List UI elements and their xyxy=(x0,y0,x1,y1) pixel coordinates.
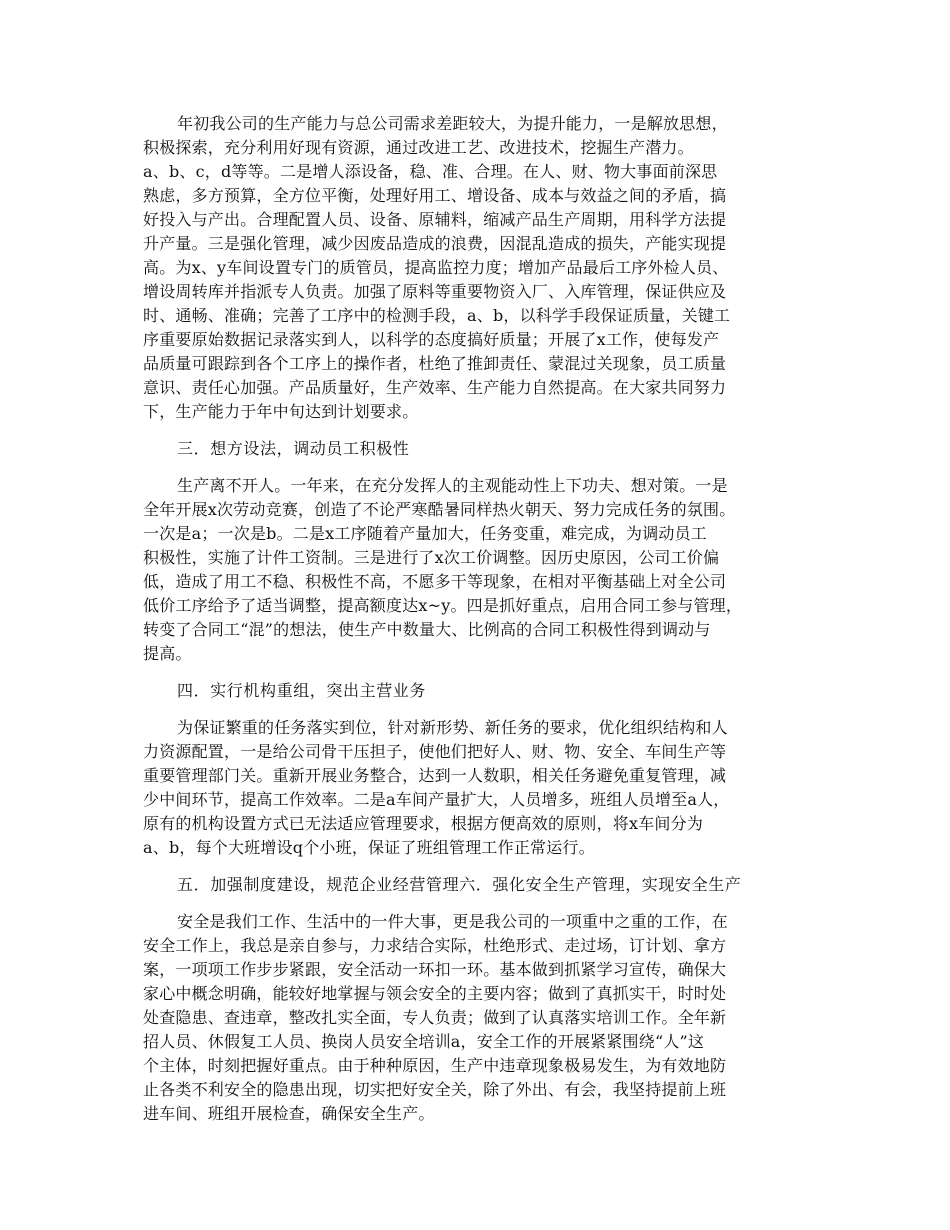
paragraph-1-line: a、b、c，d等等。二是增人添设备，稳、准、合理。在人、财、物大事面前深思 xyxy=(143,162,718,181)
paragraph-2-line: 转变了合同工“混”的想法，使生产中数量大、比例高的合同工积极性得到调动与 xyxy=(143,620,711,639)
paragraph-2-line: 提高。 xyxy=(143,644,192,663)
paragraph-1-line: 下，生产能力于年中旬达到计划要求。 xyxy=(143,402,419,421)
paragraph-1-line: 增设周转库并指派专人负责。加强了原料等重要物资入厂、入库管理，保证供应及 xyxy=(143,282,727,301)
paragraph-4-line: 家心中概念明确，能较好地掌握与领会安全的主要内容；做到了真抓实干，时时处 xyxy=(143,984,727,1003)
section-heading-4: 四．实行机构重组，突出主营业务 xyxy=(177,681,427,700)
paragraph-4-line: 安全是我们工作、生活中的一件大事，更是我公司的一项重中之重的工作，在 xyxy=(177,912,728,931)
paragraph-4-line: 安全工作上，我总是亲自参与，力求结合实际，杜绝形式、走过场，订计划、拿方 xyxy=(143,936,727,955)
paragraph-4-line: 案，一项项工作步步紧跟，安全活动一环扣一环。基本做到抓紧学习宣传，确保大 xyxy=(143,960,727,979)
paragraph-2-line: 生产离不开人。一年来，在充分发挥人的主观能动性上下功夫、想对策。一是 xyxy=(177,476,728,495)
paragraph-1-line: 好投入与产出。合理配置人员、设备、原辅料，缩减产品生产周期，用科学方法提 xyxy=(143,210,727,229)
paragraph-1-line: 升产量。三是强化管理，减少因废品造成的浪费，因混乱造成的损失，产能实现提 xyxy=(143,234,727,253)
paragraph-1-line: 积极探索，充分利用好现有资源，通过改进工艺、改进技术，挖掘生产潜力。 xyxy=(143,138,694,157)
paragraph-3-line: 力资源配置，一是给公司骨干压担子，使他们把好人、财、物、安全、车间生产等 xyxy=(143,742,727,761)
paragraph-3-line: 原有的机构设置方式已无法适应管理要求，根据方便高效的原则，将x车间分为 xyxy=(143,814,704,833)
paragraph-1-line: 高。为x、y车间设置专门的质管员，提高监控力度；增加产品最后工序外检人员、 xyxy=(143,258,729,277)
paragraph-1-line: 年初我公司的生产能力与总公司需求差距较大，为提升能力，一是解放思想， xyxy=(177,114,728,133)
paragraph-3-line: a、b，每个大班增设q个小班，保证了班组管理工作正常运行。 xyxy=(143,838,595,857)
paragraph-1-line: 意识、责任心加强。产品质量好，生产效率、生产能力自然提高。在大家共同努力 xyxy=(143,378,727,397)
paragraph-4-line: 处查隐患、查违章，整改扎实全面，专人负责；做到了认真落实培训工作。全年新 xyxy=(143,1008,727,1027)
paragraph-4-line: 进车间、班组开展检查，确保安全生产。 xyxy=(143,1104,435,1123)
paragraph-4-line: 个主体，时刻把握好重点。由于种种原因，生产中违章现象极易发生，为有效地防 xyxy=(143,1056,727,1075)
paragraph-4-line: 止各类不利安全的隐患出现，切实把好安全关，除了外出、有会，我坚持提前上班 xyxy=(143,1080,727,1099)
section-heading-3: 三．想方设法，调动员工积极性 xyxy=(177,439,410,458)
paragraph-2-line: 低，造成了用工不稳、积极性不高，不愿多干等现象，在相对平衡基础上对全公司 xyxy=(143,572,727,591)
paragraph-1-line: 品质量可跟踪到各个工序上的操作者，杜绝了推卸责任、蒙混过关现象，员工质量 xyxy=(143,354,727,373)
paragraph-1-line: 序重要原始数据记录落实到人，以科学的态度搞好质量；开展了x工作，使每发产 xyxy=(143,330,720,349)
paragraph-2-line: 一次是a；一次是b。二是x工序随着产量加大，任务变重，难完成，为调动员工 xyxy=(143,524,708,543)
section-heading-5: 五．加强制度建设，规范企业经营管理六．强化安全生产管理，实现安全生产 xyxy=(177,875,742,894)
paragraph-1-line: 熟虑，多方预算，全方位平衡，处理好用工、增设备、成本与效益之间的矛盾，搞 xyxy=(143,186,727,205)
paragraph-3-line: 重要管理部门关。重新开展业务整合，达到一人数职，相关任务避免重复管理，减 xyxy=(143,766,727,785)
paragraph-2-line: 积极性，实施了计件工资制。三是进行了x次工价调整。因历史原因，公司工价偏 xyxy=(143,548,720,567)
paragraph-4-line: 招人员、休假复工人员、换岗人员安全培训a，安全工作的开展紧紧围绕“人”这 xyxy=(143,1032,705,1051)
paragraph-1-line: 时、通畅、准确；完善了工序中的检测手段，a、b，以科学手段保证质量，关键工 xyxy=(143,306,731,325)
paragraph-2-line: 全年开展x次劳动竞赛，创造了不论严寒酷暑同样热火朝天、努力完成任务的氛围。 xyxy=(143,500,736,519)
paragraph-3-line: 为保证繁重的任务落实到位，针对新形势、新任务的要求，优化组织结构和人 xyxy=(177,718,728,737)
paragraph-2-line: 低价工序给予了适当调整，提高额度达x~y。四是抓好重点，启用合同工参与管理， xyxy=(143,596,743,615)
paragraph-3-line: 少中间环节，提高工作效率。二是a车间产量扩大，人员增多，班组人员增至a人， xyxy=(143,790,730,809)
